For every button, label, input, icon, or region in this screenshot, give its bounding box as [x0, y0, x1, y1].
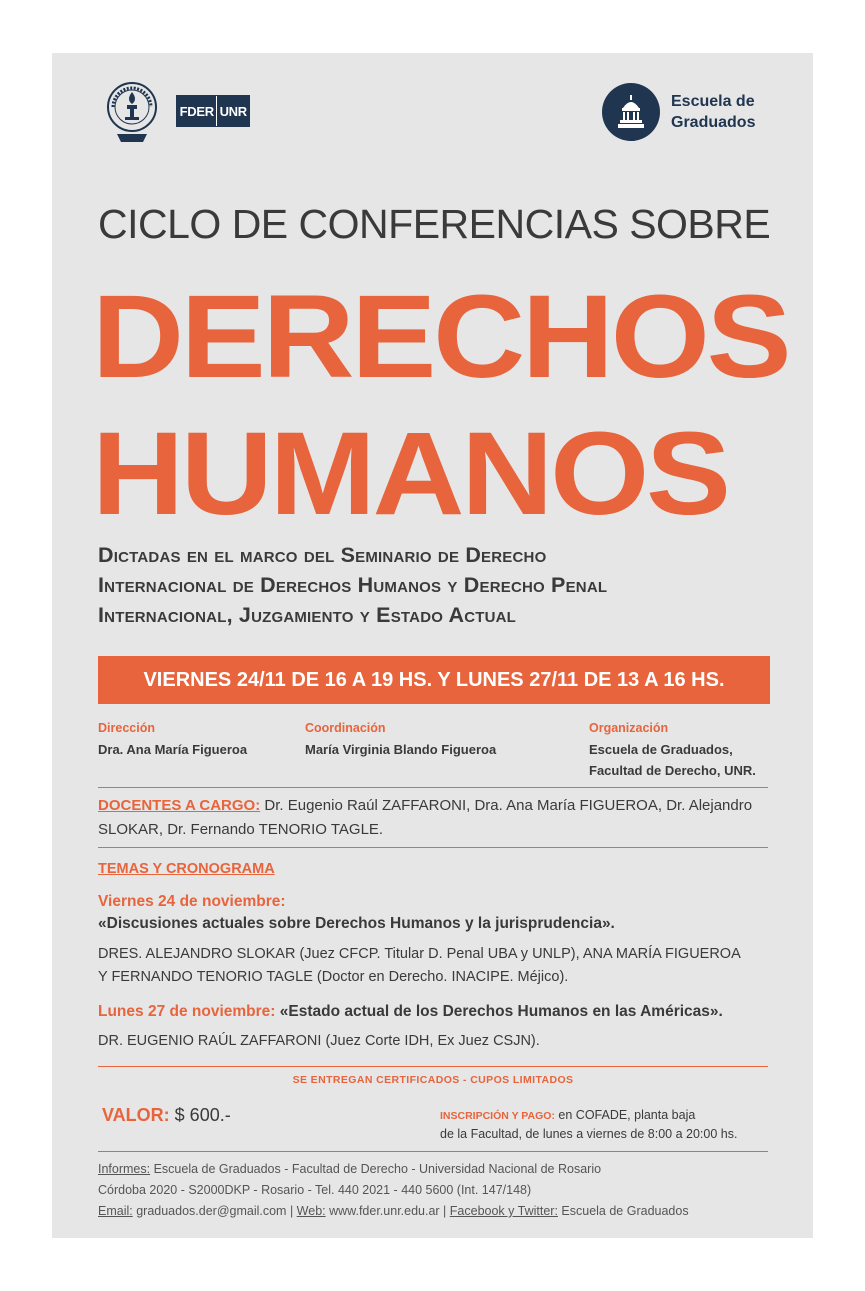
- credits-organizacion: [589, 718, 789, 781]
- tema2: «Estado actual de los Derechos Humanos en las Américas».: [275, 1003, 723, 1020]
- subtitle: [98, 540, 788, 630]
- divider: [98, 787, 768, 788]
- organizacion-value2: Facultad de Derecho, UNR.: [589, 763, 756, 778]
- subtitle-line2: Internacional de Derechos Humanos y Derecho Penal: [98, 573, 608, 597]
- escuela-graduados-logo: [602, 83, 802, 141]
- valor-label: VALOR:: [102, 1105, 170, 1125]
- disertantes1-line2: Y FERNANDO TENORIO TAGLE (Doctor en Derecho. INACIPE. Méjico).: [98, 969, 569, 985]
- credits-direccion: [98, 718, 298, 760]
- docentes-text: Dr. Eugenio Raúl ZAFFARONI, Dra. Ana María FIGUEROA, Dr. Alejandro SLOKAR, Dr. Fernando TENORIO TAGLE.: [98, 797, 753, 838]
- ciclo-heading: CICLO DE CONFERENCIAS SOBRE: [98, 201, 771, 247]
- social-text: Escuela de Graduados: [557, 1204, 689, 1218]
- unr-text: UNR: [216, 96, 249, 126]
- disertantes2: DR. EUGENIO RAÚL ZAFFARONI (Juez Corte IDH, Ex Juez CSJN).: [98, 1033, 540, 1049]
- inscripcion-label: INSCRIPCIÓN Y PAGO:: [440, 1110, 555, 1122]
- divider: [98, 1066, 768, 1067]
- building-dome-icon: [602, 83, 660, 141]
- fder-text: FDER: [179, 103, 214, 119]
- escuela-line2: Graduados: [671, 114, 756, 131]
- valor: [102, 1105, 231, 1126]
- temas-title: TEMAS Y CRONOGRAMA: [98, 861, 275, 877]
- informes-text: Escuela de Graduados - Facultad de Derecho - Universidad Nacional de Rosario: [150, 1162, 602, 1176]
- footer: [98, 1159, 788, 1222]
- schedule-bar: VIERNES 24/11 DE 16 A 19 HS. Y LUNES 27/11 DE 13 A 16 HS.: [98, 656, 770, 704]
- informes-label: Informes:: [98, 1162, 151, 1176]
- email-label: Email:: [98, 1204, 133, 1218]
- address: Córdoba 2020 - S2000DKP - Rosario - Tel. 440 2021 - 440 5600 (Int. 147/148): [98, 1183, 532, 1197]
- docentes-label: DOCENTES A CARGO:: [98, 797, 261, 814]
- escuela-line1: Escuela de: [671, 93, 755, 110]
- web-link[interactable]: www.fder.unr.edu.ar |: [325, 1204, 450, 1218]
- web-label: Web:: [296, 1204, 326, 1218]
- fecha2: Lunes 27 de noviembre:: [98, 1003, 276, 1020]
- subtitle-line1: Dictadas en el marco del Seminario de Derecho: [98, 543, 547, 567]
- coordinacion-value: María Virginia Blando Figueroa: [305, 742, 497, 757]
- divider: [98, 847, 768, 848]
- divider: [98, 1151, 768, 1152]
- title-humanos: HUMANOS: [92, 408, 728, 540]
- unr-seal-logo: [107, 80, 157, 144]
- direccion-label: Dirección: [98, 721, 155, 735]
- title-derechos: DERECHOS: [92, 271, 789, 403]
- tema1: «Discusiones actuales sobre Derechos Humanos y la jurisprudencia».: [98, 915, 615, 932]
- inscripcion: [440, 1106, 780, 1143]
- coordinacion-label: Coordinación: [305, 721, 386, 735]
- certificados-notice: SE ENTREGAN CERTIFICADOS - CUPOS LIMITADOS: [292, 1074, 574, 1086]
- credits-coordinacion: [305, 718, 575, 760]
- fder-unr-logo: [176, 95, 250, 127]
- fecha1: Viernes 24 de noviembre:: [98, 893, 286, 910]
- organizacion-label: Organización: [589, 721, 669, 735]
- subtitle-line3: Internacional, Juzgamiento y Estado Actual: [98, 603, 517, 627]
- inscripcion-line2: de la Facultad, de lunes a viernes de 8:00 a 20:00 hs.: [440, 1127, 738, 1141]
- direccion-value: Dra. Ana María Figueroa: [98, 742, 248, 757]
- escuela-graduados-text: [671, 91, 755, 133]
- fecha2-tema2: [98, 1003, 723, 1021]
- valor-amount: $ 600.-: [169, 1105, 231, 1125]
- poster: [52, 53, 813, 1238]
- docentes-block: [98, 794, 768, 842]
- disertantes1-line1: DRES. ALEJANDRO SLOKAR (Juez CFCP. Titular D. Penal UBA y UNLP), ANA MARÍA FIGUEROA: [98, 946, 741, 962]
- inscripcion-line1: en COFADE, planta baja: [554, 1108, 696, 1122]
- organizacion-value1: Escuela de Graduados,: [589, 742, 733, 757]
- social-label: Facebook y Twitter:: [449, 1204, 558, 1218]
- email-link[interactable]: graduados.der@gmail.com |: [132, 1204, 297, 1218]
- disertantes1: [98, 943, 778, 989]
